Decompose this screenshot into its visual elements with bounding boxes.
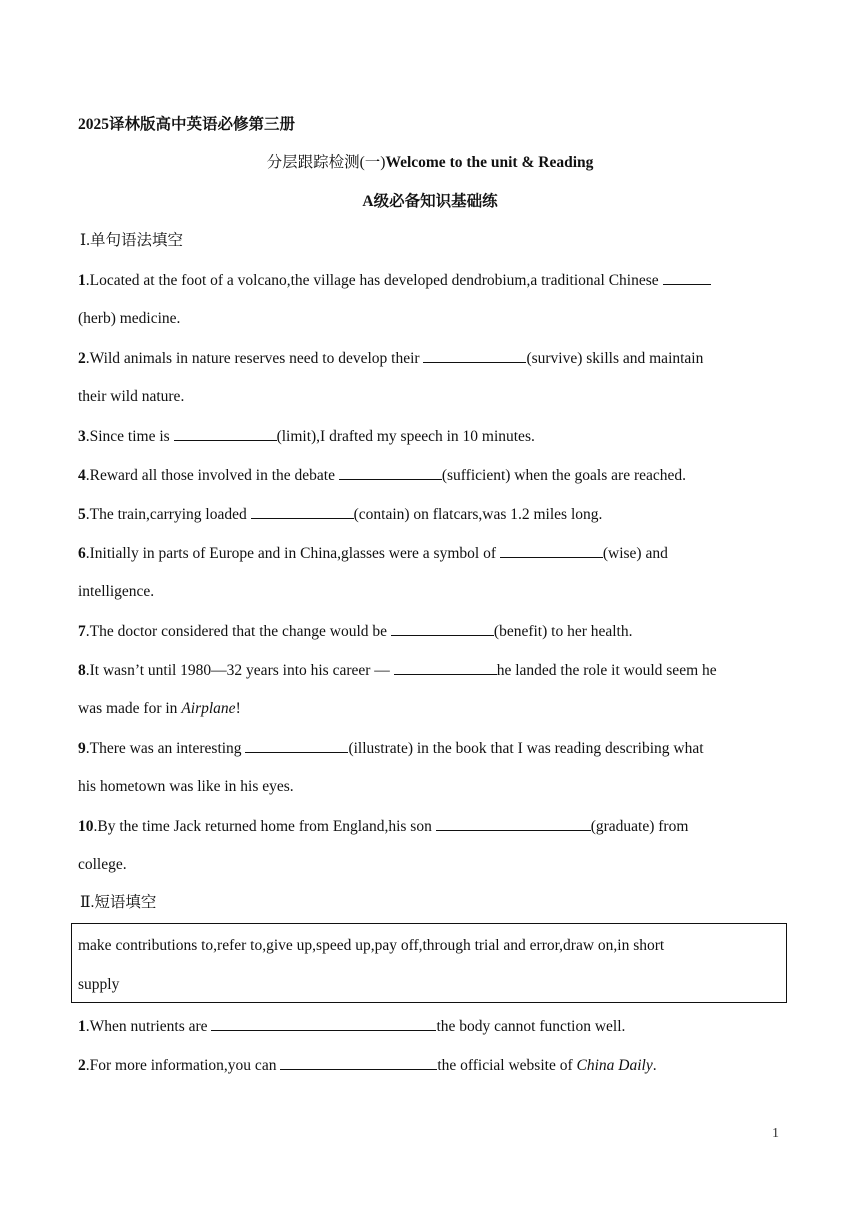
section-title-phrases: Ⅱ.短语填空 — [80, 894, 157, 911]
exercise-title-en: Welcome to the unit & Reading — [385, 154, 594, 171]
question-text: was made for in — [78, 700, 182, 717]
page-number: 1 — [772, 1126, 779, 1141]
question-text: (benefit) to her health. — [493, 623, 633, 640]
question-1-cont: (herb) medicine. — [78, 310, 181, 327]
question-text: (graduate) from — [590, 818, 689, 835]
question-text: .The doctor considered that the change would be — [85, 623, 391, 640]
question-number: 2 — [78, 350, 86, 367]
question-text: .Initially in parts of Europe and in China,glasses were a symbol of — [85, 545, 500, 562]
question-6-cont: intelligence. — [78, 583, 155, 600]
question-text: ! — [235, 700, 241, 717]
question-text: he landed the role it would seem he — [496, 662, 717, 679]
answer-blank[interactable] — [663, 270, 711, 285]
question-2 — [78, 348, 788, 369]
question-10-cont: college. — [78, 856, 127, 873]
question-number: 6 — [78, 545, 86, 562]
answer-blank[interactable] — [245, 738, 348, 753]
question-9 — [78, 738, 788, 759]
question-text: (illustrate) in the book that I was reading describing what — [348, 740, 704, 757]
answer-blank[interactable] — [391, 621, 494, 636]
question-number: 1 — [78, 1018, 86, 1035]
question-number: 10 — [78, 818, 94, 835]
question-text: .For more information,you can — [85, 1057, 281, 1074]
section-title-grammar: Ⅰ.单句语法填空 — [80, 232, 183, 249]
publication-title: China Daily — [576, 1057, 653, 1074]
question-text: the official website of — [437, 1057, 577, 1074]
document-title: 2025译林版高中英语必修第三册 — [78, 116, 296, 133]
question-text: .It wasn’t until 1980—32 years into his career — — [85, 662, 394, 679]
question-number: 5 — [78, 506, 86, 523]
answer-blank[interactable] — [280, 1055, 437, 1070]
phrase-list-line-2: supply — [78, 976, 120, 993]
question-number: 4 — [78, 467, 86, 484]
phrase-question-2 — [78, 1055, 788, 1076]
question-8 — [78, 660, 788, 681]
question-text: .The train,carrying loaded — [85, 506, 251, 523]
question-5 — [78, 504, 788, 525]
question-number: 1 — [78, 272, 86, 289]
answer-blank[interactable] — [436, 816, 591, 831]
answer-blank[interactable] — [211, 1016, 436, 1031]
answer-blank[interactable] — [500, 543, 603, 558]
phrase-question-1 — [78, 1016, 788, 1037]
question-text: .When nutrients are — [85, 1018, 212, 1035]
question-text: (survive) skills and maintain — [526, 350, 704, 367]
question-8-cont — [78, 699, 788, 719]
question-text: (contain) on flatcars,was 1.2 miles long. — [353, 506, 603, 523]
question-6 — [78, 543, 788, 564]
answer-blank[interactable] — [423, 348, 526, 363]
answer-blank[interactable] — [394, 660, 497, 675]
answer-blank[interactable] — [251, 504, 354, 519]
question-text: the body cannot function well. — [436, 1018, 626, 1035]
answer-blank[interactable] — [339, 465, 442, 480]
question-text: .Located at the foot of a volcano,the village has developed dendrobium,a traditional Chinese — [85, 272, 663, 289]
question-text: (limit),I drafted my speech in 10 minutes. — [276, 428, 535, 445]
question-3 — [78, 426, 788, 447]
question-text: .By the time Jack returned home from England,his son — [93, 818, 436, 835]
question-text: .Wild animals in nature reserves need to develop their — [85, 350, 424, 367]
question-10 — [78, 816, 788, 837]
question-number: 9 — [78, 740, 86, 757]
question-2-cont: their wild nature. — [78, 388, 185, 405]
question-text: .There was an interesting — [85, 740, 246, 757]
question-9-cont: his hometown was like in his eyes. — [78, 778, 294, 795]
question-number: 8 — [78, 662, 86, 679]
question-text: (wise) and — [602, 545, 668, 562]
question-number: 7 — [78, 623, 86, 640]
movie-title: Airplane — [181, 700, 236, 717]
question-4 — [78, 465, 788, 486]
question-1 — [78, 270, 788, 291]
question-number: 3 — [78, 428, 86, 445]
question-text: (sufficient) when the goals are reached. — [441, 467, 686, 484]
question-7 — [78, 621, 788, 642]
phrase-list-line-1: make contributions to,refer to,give up,speed up,pay off,through trial and error,draw on,in short — [78, 937, 665, 954]
answer-blank[interactable] — [174, 426, 277, 441]
question-text: .Since time is — [85, 428, 174, 445]
question-text: .Reward all those involved in the debate — [85, 467, 339, 484]
exercise-title-cn: 分层跟踪检测(一) — [266, 154, 386, 171]
question-text: . — [652, 1057, 657, 1074]
exercise-title — [0, 153, 860, 173]
question-number: 2 — [78, 1057, 86, 1074]
phrase-box — [71, 923, 787, 1003]
level-title: A级必备知识基础练 — [362, 193, 498, 210]
